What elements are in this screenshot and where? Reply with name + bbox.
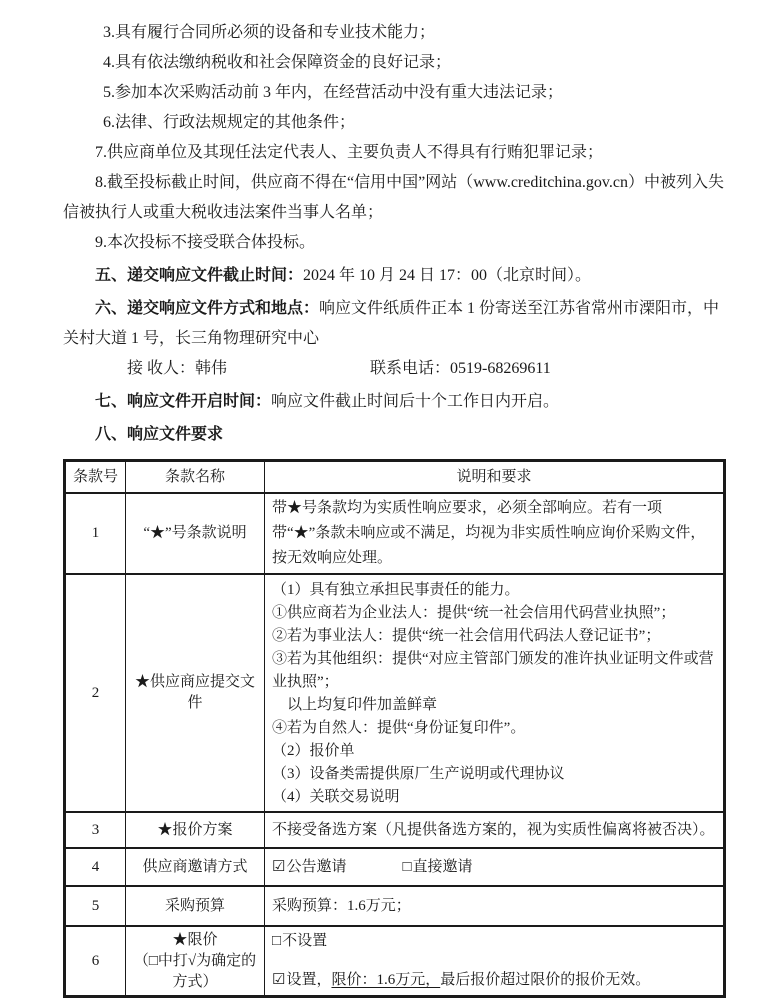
header-clause-name: 条款名称 [126, 461, 265, 494]
option-label: 直接邀请 [412, 858, 473, 875]
section-5-label: 五、递交响应文件截止时间： [95, 267, 304, 284]
checkbox-checked-icon: ☑ [272, 972, 286, 988]
option-label: 不设置 [282, 933, 328, 949]
option-label: 公告邀请 [286, 858, 347, 875]
limit-price-underlined: 限价：1.6万元， [331, 972, 441, 988]
desc-line: ③若为其他组织：提供“对应主管部门颁发的准许执业证明文件或营业执照”； [272, 651, 714, 690]
section-7-label: 七、响应文件开启时间： [95, 393, 272, 410]
section-6-text: 响应文件纸质件正本 1 份寄送至江苏省常州市溧阳市，中关村大道 1 号，长三角物理研究中心 [63, 300, 720, 347]
table-row-3 [65, 812, 725, 848]
clause-desc [265, 848, 725, 886]
contact-phone: 联系电话：0519-68269611 [370, 360, 551, 377]
section-5-text: 2024 年 10 月 24 日 17：00（北京时间）。 [303, 267, 592, 284]
table-row-4 [65, 848, 725, 886]
clause-name-line: ★限价 [172, 931, 218, 948]
section-6-delivery [63, 294, 724, 354]
checkbox-checked-icon: ☑ [272, 858, 286, 875]
list-item-4: 4.具有依法缴纳税收和社会保障资金的良好记录； [103, 54, 452, 71]
clause-desc: 带★号条款均为实质性响应要求，必须全部响应。若有一项带“★”条款未响应或不满足，均视为非实质性响应询价采购文件，按无效响应处理。 [265, 493, 725, 574]
desc-line: 以上均复印件加盖鲜章 [272, 697, 438, 713]
desc-line: ②若为事业法人：提供“统一社会信用代码法人登记证书”； [272, 628, 661, 644]
list-item-5: 5.参加本次采购活动前 3 年内，在经营活动中没有重大违法记录； [103, 84, 564, 101]
clause-name: “★”号条款说明 [126, 493, 265, 574]
list-item-7: 7.供应商单位及其现任法定代表人、主要负责人不得具有行贿犯罪记录； [95, 144, 604, 161]
contact-receiver: 接 收人：韩伟 [127, 360, 228, 377]
header-clause-no: 条款号 [65, 461, 126, 494]
clause-name-line: （□中打√为确定的方式） [133, 952, 257, 990]
desc-line: （3）设备类需提供原厂生产说明或代理协议 [272, 766, 565, 782]
invite-option-announcement [272, 859, 346, 875]
clause-no: 5 [65, 886, 126, 926]
section-6-label: 六、递交响应文件方式和地点： [95, 300, 320, 317]
clause-name: 采购预算 [126, 886, 265, 926]
clause-desc: 采购预算：1.6万元； [265, 886, 725, 926]
table-row-5 [65, 886, 725, 926]
section-7-text: 响应文件截止时间后十个工作日内开启。 [271, 393, 560, 410]
desc-line: ④若为自然人：提供“身份证复印件”。 [272, 720, 526, 736]
requirements-table [63, 459, 726, 998]
section-5-deadline [63, 261, 724, 291]
list-item-9: 9.本次投标不接受联合体投标。 [95, 234, 316, 251]
clause-no: 6 [65, 926, 126, 997]
clause-desc [265, 574, 725, 812]
section-7-opening [63, 387, 724, 417]
clause-no: 3 [65, 812, 126, 848]
table-header-row [65, 461, 725, 494]
header-clause-desc: 说明和要求 [265, 461, 725, 494]
clause-desc: 不接受备选方案（凡提供备选方案的，视为实质性偏离将被否决）。 [265, 812, 725, 848]
invite-option-direct [402, 859, 472, 875]
section-8-requirements [63, 420, 724, 450]
clause-no: 2 [65, 574, 126, 812]
desc-line: （2）报价单 [272, 743, 355, 759]
list-item-3: 3.具有履行合同所必须的设备和专业技术能力； [103, 24, 436, 41]
list-item-6: 6.法律、行政法规规定的其他条件； [103, 114, 356, 131]
desc-line: （4）关联交易说明 [272, 789, 400, 805]
limit-option-set [272, 968, 716, 993]
desc-line: （1）具有独立承担民事责任的能力。 [272, 582, 520, 598]
desc-line: ①供应商若为企业法人：提供“统一社会信用代码营业执照”； [272, 605, 676, 621]
limit-option-none [272, 929, 716, 954]
list-item-8: 8.截至投标截止时间，供应商不得在“信用中国”网站（www.creditchina.gov.cn）中被列入失信被执行人或重大税收违法案件当事人名单； [63, 174, 724, 221]
clause-name: ★报价方案 [126, 812, 265, 848]
clause-name [126, 926, 265, 997]
table-row-6 [65, 926, 725, 997]
option-label: 设置， [286, 972, 332, 988]
section-8-label: 八、响应文件要求 [95, 426, 224, 443]
limit-note: 最后报价超过限价的报价无效。 [440, 972, 651, 988]
clause-name: ★供应商应提交文件 [126, 574, 265, 812]
clause-name: 供应商邀请方式 [126, 848, 265, 886]
contact-line [63, 354, 724, 384]
table-row-2 [65, 574, 725, 812]
table-row-1 [65, 493, 725, 574]
checkbox-unchecked-icon: □ [272, 933, 282, 949]
clause-desc [265, 926, 725, 997]
checkbox-unchecked-icon: □ [402, 858, 412, 875]
clause-no: 4 [65, 848, 126, 886]
clause-no: 1 [65, 493, 126, 574]
